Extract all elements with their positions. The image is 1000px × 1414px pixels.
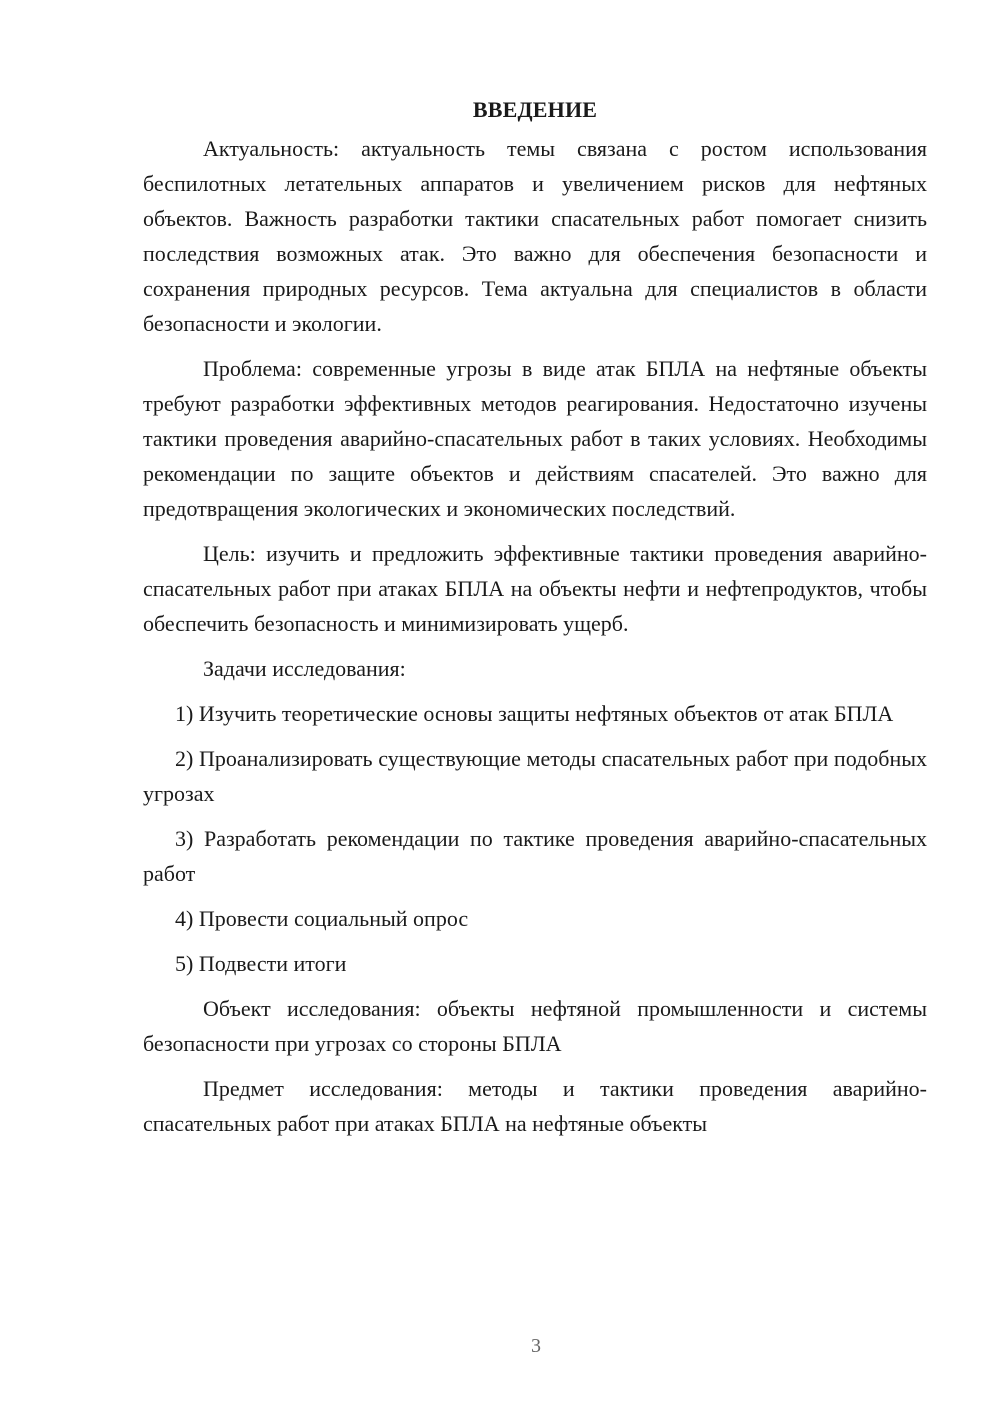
tasks-heading: Задачи исследования: bbox=[203, 656, 406, 681]
paragraph-object: Объект исследования: объекты нефтяной промышленности и системы безопасности при угрозах со стороны БПЛА bbox=[143, 996, 927, 1056]
task-item: 3) Разработать рекомендации по тактике проведения аварийно-спасательных работ bbox=[143, 826, 927, 886]
paragraph-problem: Проблема: современные угрозы в виде атак БПЛА на нефтяные объекты требуют разработки эффективных методов реагирования. Недостаточно изучены тактики проведения аварийно-спасательных работ в таких условиях. Необходимы рекомендации по защите объектов и действиям спасателей. Это важно для предотвращения экологических и экономических последствий. bbox=[143, 356, 927, 521]
paragraph-goal: Цель: изучить и предложить эффективные тактики проведения аварийно-спасательных работ при атаках БПЛА на объекты нефти и нефтепродуктов, чтобы обеспечить безопасность и минимизировать ущерб. bbox=[143, 541, 927, 636]
task-item: 1) Изучить теоретические основы защиты нефтяных объектов от атак БПЛА bbox=[175, 701, 894, 726]
task-item: 2) Проанализировать существующие методы спасательных работ при подобных угрозах bbox=[143, 746, 927, 806]
paragraph-relevance: Актуальность: актуальность темы связана с ростом использования беспилотных летательных аппаратов и увеличением рисков для нефтяных объектов. Важность разработки тактики спасательных работ помогает снизить последствия возможных атак. Это важно для обеспечения безопасности и сохранения природных ресурсов. Тема актуальна для специалистов в области безопасности и экологии. bbox=[143, 136, 927, 336]
page-number: 3 bbox=[531, 1335, 541, 1357]
paragraph-subject: Предмет исследования: методы и тактики проведения аварийно-спасательных работ при атаках БПЛА на нефтяные объекты bbox=[143, 1076, 927, 1136]
task-item: 4) Провести социальный опрос bbox=[175, 906, 469, 931]
task-item: 5) Подвести итоги bbox=[175, 951, 347, 976]
section-title: ВВЕДЕНИЕ bbox=[472, 97, 598, 122]
page-content bbox=[143, 92, 927, 1151]
